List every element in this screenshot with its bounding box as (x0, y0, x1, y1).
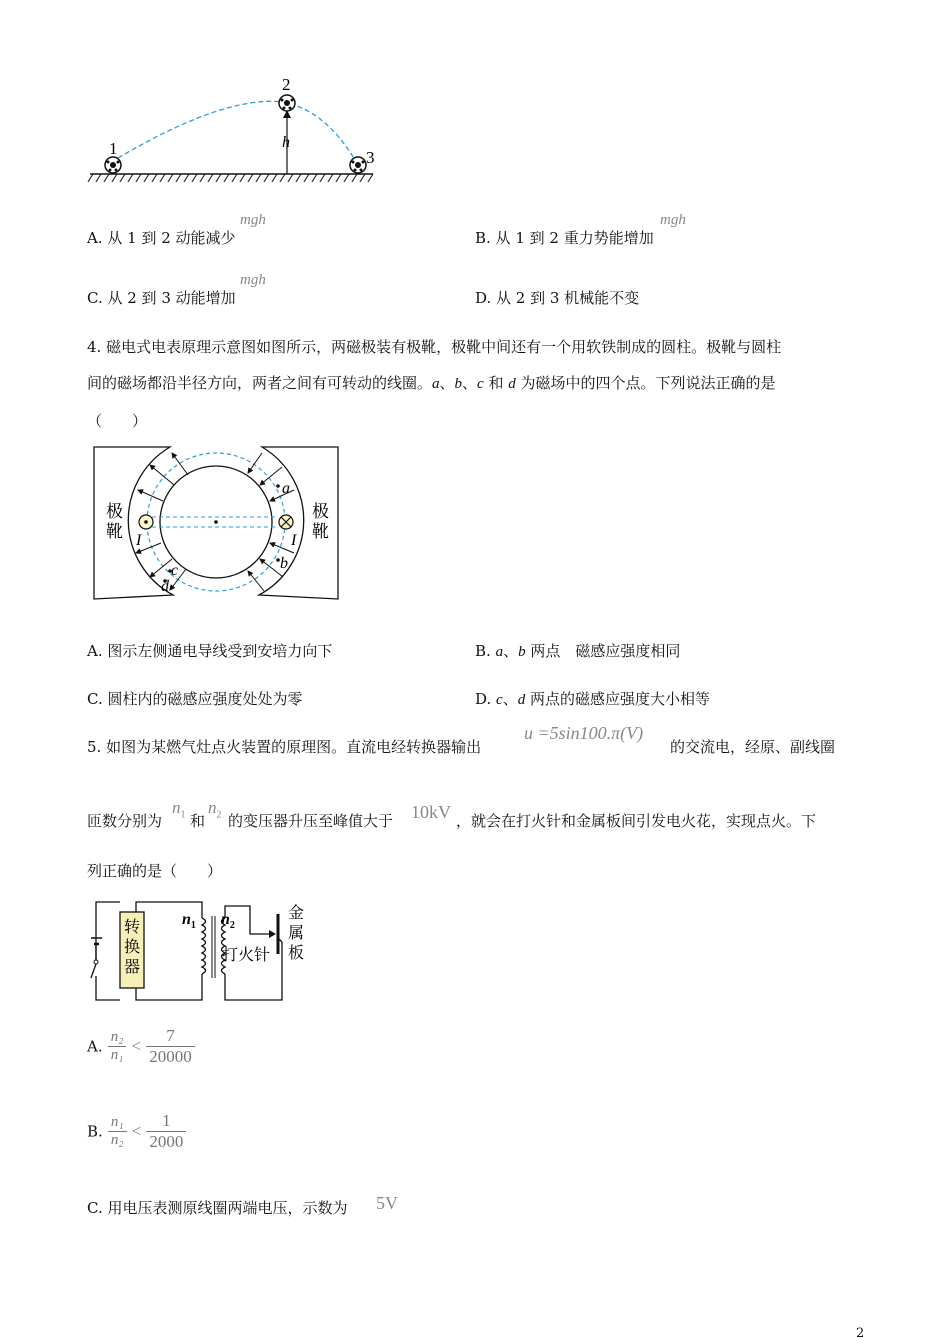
converter-label-2: 换 (124, 939, 141, 956)
label-3: 3 (366, 148, 375, 167)
q3-option-b[interactable] (475, 228, 654, 248)
q5-option-c-math: 5V (376, 1193, 398, 1213)
point-c-label: c (171, 562, 179, 579)
label-1: 1 (109, 139, 118, 158)
point-a-label: a (282, 480, 290, 497)
q5-stem-line2b: 和 (190, 812, 206, 830)
q4-option-c[interactable]: C. 圆柱内的磁感应强度处处为零 (87, 690, 303, 708)
q3-option-a[interactable] (87, 228, 236, 248)
plate-label-2: 属 (288, 925, 305, 942)
q5-option-a[interactable]: A. $\frac{\text{n₂}}{\text{n₁}}$ < $\frac{7}{20000}$ (87, 1026, 195, 1067)
q3-option-b-math: mgh (660, 212, 686, 228)
q5-formula: u =5sin100.π(V) (524, 723, 644, 743)
q3-option-c[interactable] (87, 288, 236, 308)
current-label-right: I (291, 532, 297, 549)
galvanometer-figure (90, 443, 342, 603)
q4-option-d[interactable]: D. c、d 两点的磁感应强度大小相等 (475, 690, 710, 708)
plate-label-3: 板 (288, 945, 305, 962)
q3-option-c-text: C. 从 2 到 3 动能增加 (87, 289, 236, 307)
label-2: 2 (282, 75, 291, 94)
page-number: 2 (856, 1326, 865, 1341)
q5-n1: $n_1$ (172, 798, 186, 821)
q5-stem-line3: 列正确的是（ ） (87, 862, 223, 880)
q5-n2: $n_2$ (208, 798, 222, 821)
ball-2 (279, 95, 295, 111)
q3-option-b-text: B. 从 1 到 2 重力势能增加 (475, 229, 654, 247)
q4-stem-line1: 4. 磁电式电表原理示意图如图所示，两磁极装有极靴，极靴中间还有一个用软铁制成的圆柱。极靴与圆柱 (87, 338, 782, 356)
ball-1 (105, 157, 121, 173)
left-conductor-out-icon (139, 515, 153, 529)
q5-stem-line1-post: 的交流电，经原、副线圈 (670, 738, 836, 756)
left-pole-label-1: 极 (106, 502, 123, 521)
q3-option-a-math: mgh (240, 212, 266, 228)
converter-label-3: 器 (124, 959, 141, 976)
q5-stem-line2a: 匝数分别为 (87, 812, 163, 830)
converter-label-1: 转 (124, 919, 141, 936)
plate-label-1: 金 (288, 905, 305, 922)
right-pole-label-1: 极 (312, 502, 329, 521)
fig-n2-label: $n_2$ (221, 911, 235, 931)
q4-option-b[interactable]: B. a、b 两点 磁感应强度相同 (475, 642, 681, 660)
q5-stem-line1-pre: 5. 如图为某燃气灶点火装置的原理图。直流电经转换器输出 (87, 738, 482, 756)
current-label-left: I (136, 532, 142, 549)
left-pole-label-2: 靴 (106, 522, 123, 541)
q3-option-c-math: mgh (240, 272, 266, 288)
q5-stem-line2c: 的变压器升压至峰值大于 (228, 812, 394, 830)
point-b-label: b (280, 555, 288, 572)
height-label: h (282, 134, 290, 151)
fig-n1-label: $n_1$ (182, 911, 196, 931)
needle-label: 打火针 (222, 947, 271, 964)
point-d-label: d (161, 578, 169, 595)
q3-option-d-text: D. 从 2 到 3 机械能不变 (475, 289, 640, 307)
right-pole-label-2: 靴 (312, 522, 329, 541)
projectile-figure (85, 70, 385, 185)
q5-kv: 10kV (411, 802, 451, 822)
right-conductor-in-icon (279, 515, 293, 529)
q5-option-c[interactable]: C. 用电压表测原线圈两端电压，示数为 (87, 1199, 348, 1217)
q5-stem-line2d: ，就会在打火针和金属板间引发电火花，实现点火。下 (456, 812, 817, 830)
q4-answer-bracket: （ ） (87, 412, 148, 430)
q4-stem-line2: 间的磁场都沿半径方向，两者之间有可转动的线圈。a、b、c 和 d 为磁场中的四个点。下列说法正确的是 (87, 374, 776, 392)
q3-option-d[interactable] (475, 288, 639, 308)
q3-option-a-text: A. 从 1 到 2 动能减少 (87, 229, 236, 247)
q5-option-b[interactable]: B. $\frac{\text{n₁}}{\text{n₂}}$ < $\frac{1}{2000}$ (87, 1111, 186, 1152)
ball-3 (350, 157, 366, 173)
q4-option-a[interactable]: A. 图示左侧通电导线受到安培力向下 (87, 642, 333, 660)
igniter-circuit-figure (88, 898, 313, 1008)
